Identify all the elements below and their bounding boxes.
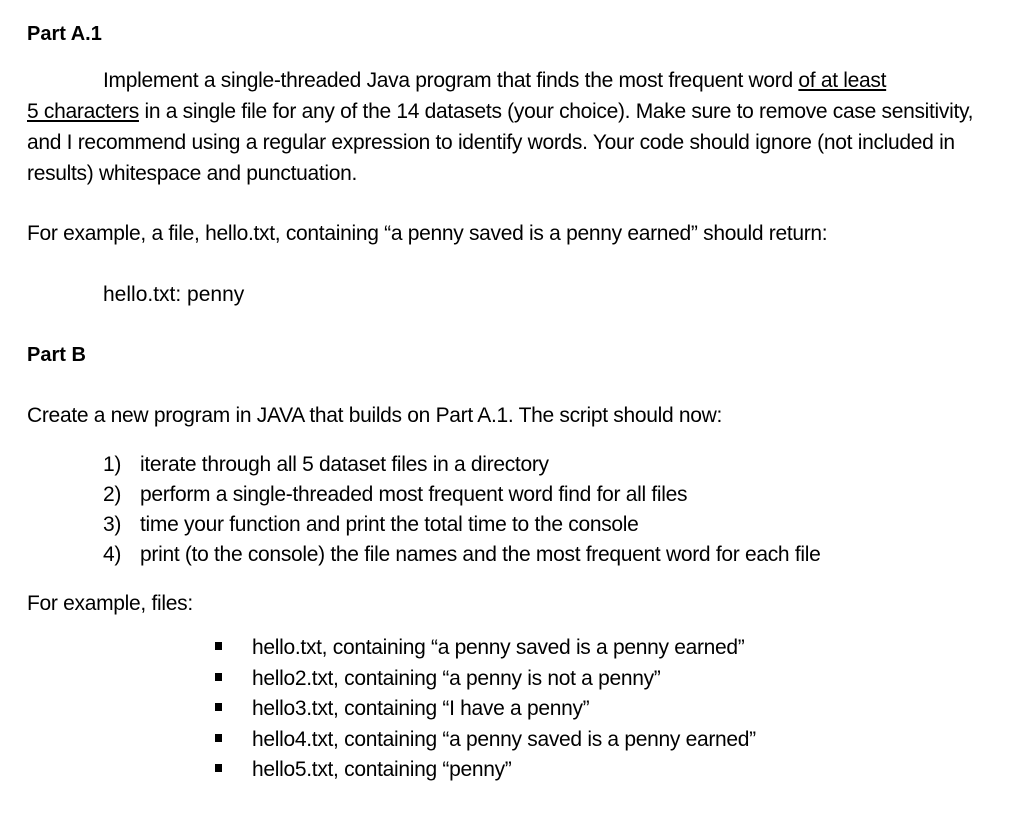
list-item — [103, 450, 820, 480]
underlined-phrase-1: of at least — [798, 69, 887, 92]
list-item — [215, 664, 756, 695]
list-item — [215, 694, 756, 725]
example-result: hello.txt: penny — [103, 283, 245, 306]
list-item — [103, 540, 820, 570]
list-item — [215, 755, 756, 786]
part-a1-heading: Part A.1 — [27, 23, 102, 45]
file-entry: hello.txt, containing “a penny saved is a penny earned” — [252, 636, 745, 659]
part-b-intro: Create a new program in JAVA that builds on Part A.1. The script should now: — [27, 404, 723, 427]
files-list — [215, 633, 756, 786]
step-text: iterate through all 5 dataset files in a directory — [140, 453, 549, 476]
file-entry: hello3.txt, containing “I have a penny” — [252, 697, 590, 720]
step-number: 3) — [103, 513, 122, 536]
step-text: time your function and print the total time to the console — [140, 513, 639, 536]
part-a1-text-rest: in a single file for any of the 14 datasets (your choice). Make sure to remove case sensitivity, and I recommend using a regular expression to identify words. Your code should ignore (not included in results) whitespace and punctuation. — [27, 100, 974, 185]
square-bullet-icon — [215, 734, 222, 742]
list-item — [103, 510, 820, 540]
part-a1-text-start: Implement a single-threaded Java program that finds the most frequent word — [103, 69, 799, 92]
square-bullet-icon — [215, 673, 222, 681]
step-text: perform a single-threaded most frequent word find for all files — [140, 483, 688, 506]
square-bullet-icon — [215, 703, 222, 711]
square-bullet-icon — [215, 764, 222, 772]
step-number: 2) — [103, 483, 122, 506]
list-item — [103, 480, 820, 510]
file-entry: hello4.txt, containing “a penny saved is a penny earned” — [252, 727, 756, 751]
steps-list — [103, 450, 820, 570]
step-text: print (to the console) the file names and the most frequent word for each file — [140, 543, 821, 566]
square-bullet-icon — [215, 642, 222, 650]
step-number: 1) — [103, 453, 122, 476]
files-intro: For example, files: — [27, 592, 193, 615]
step-number: 4) — [103, 543, 122, 566]
file-entry: hello2.txt, containing “a penny is not a penny” — [252, 666, 661, 690]
list-item — [215, 633, 756, 664]
list-item — [215, 725, 756, 756]
part-a1-paragraph — [27, 65, 1002, 189]
file-entry: hello5.txt, containing “penny” — [252, 758, 512, 781]
part-b-heading: Part B — [27, 344, 86, 366]
example-intro: For example, a file, hello.txt, containing “a penny saved is a penny earned” should return: — [27, 222, 828, 245]
underlined-phrase-2: 5 characters — [27, 100, 139, 123]
